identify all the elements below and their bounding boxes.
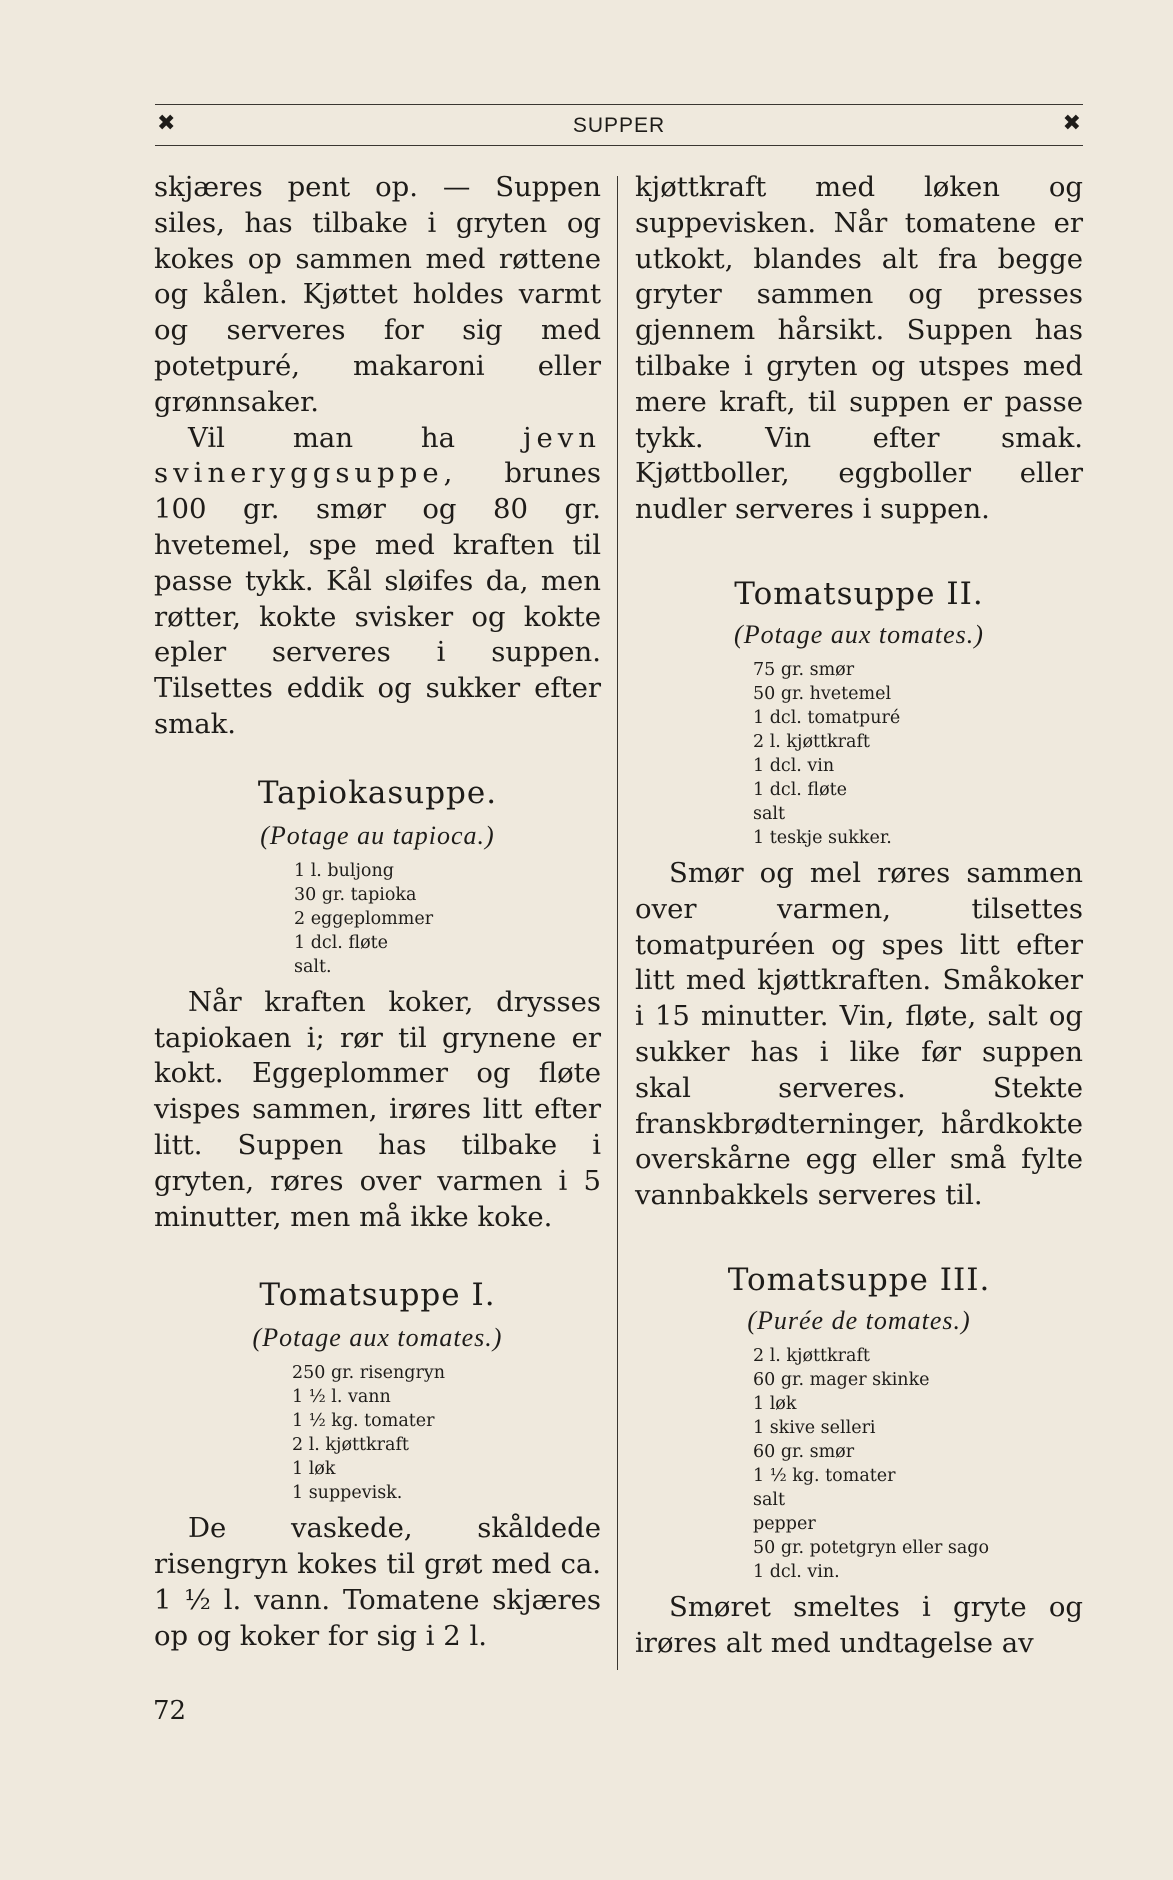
ingredient-item: salt xyxy=(753,803,786,824)
ingredient-item: 1 l. buljong xyxy=(294,860,394,881)
recipe-subtitle-tomat-3: (Purée de tomates.) xyxy=(747,1305,971,1335)
column-divider xyxy=(617,176,618,1670)
recipe-text-tomat-3: Smøret smeltes i gryte og irøres alt med undtagelse av xyxy=(635,1590,1083,1659)
running-head xyxy=(155,104,1083,146)
recipe-subtitle-tomat-2: (Potage aux tomates.) xyxy=(734,619,984,649)
recipe-title-tomat-3: Tomatsuppe III. xyxy=(727,1261,991,1298)
running-head-title: SUPPER xyxy=(572,114,666,137)
left-column xyxy=(154,170,601,1655)
ingredient-item: pepper xyxy=(753,1513,816,1534)
recipe-text-tomat-2: Smør og mel røres sammen over varmen, tilsettes tomatpuréen og spes litt efter litt med kjøttkraften. Småkoker i 15 minutter. Vin, fløte, salt og sukker has i like før suppen skal serveres. Stekte franskbrødterninger, hårdkokte overskårne egg eller små fylte vannbakkels serveres til. xyxy=(635,856,1083,1212)
ornament-left-icon: ✖ xyxy=(157,111,176,136)
left-paragraph-2 xyxy=(154,421,601,743)
ingredient-item: 1 dcl. vin. xyxy=(753,1561,840,1582)
ingredient-item: 1 løk xyxy=(292,1459,336,1480)
recipe-text-tapioka: Når kraften koker, drysses tapiokaen i; rør til grynene er kokt. Eggeplommer og fløte vispes sammen, irøres litt efter litt. Suppen has tilbake i gryten, røres over varmen i 5 minutter, men må ikke koke. xyxy=(154,985,601,1233)
ingredient-list-tomat-2 xyxy=(753,658,1083,850)
ingredient-item: 50 gr. potetgryn eller sago xyxy=(753,1537,990,1558)
ingredient-item: 1 dcl. fløte xyxy=(753,779,848,800)
ingredient-item: salt. xyxy=(294,956,332,977)
recipe-title-tapioka: Tapiokasuppe. xyxy=(257,774,498,811)
ingredient-item: 1 skive selleri xyxy=(753,1417,876,1438)
ingredient-item: 1 dcl. fløte xyxy=(294,932,389,953)
ingredient-item: 250 gr. risengryn xyxy=(292,1363,446,1384)
ingredient-item: 2 l. kjøttkraft xyxy=(753,1345,870,1366)
ingredient-item: 1 teskje sukker. xyxy=(753,827,892,848)
recipe-subtitle-tapioka: (Potage au tapioca.) xyxy=(260,820,495,850)
ingredient-list-tomat-1 xyxy=(292,1361,601,1505)
ingredient-item: 60 gr. smør xyxy=(753,1441,855,1462)
ingredient-item: 1 dcl. tomatpuré xyxy=(753,707,901,728)
ingredient-item: 2 l. kjøttkraft xyxy=(753,731,870,752)
right-paragraph-1: kjøttkraft med løken og suppevisken. Når tomatene er utkokt, blandes alt fra begge gryter sammen og presses gjennem hårsikt. Suppen has tilbake i gryten og utspes med mere kraft, til suppen er passe tykk. Vin efter smak. Kjøttboller, eggboller eller nudler serveres i suppen. xyxy=(635,171,1083,526)
emphasized-term: jevn svineryggsuppe xyxy=(154,421,601,490)
ornament-right-icon: ✖ xyxy=(1062,111,1081,136)
ingredient-item: 50 gr. hvetemel xyxy=(753,683,892,704)
ingredient-list-tapioka xyxy=(294,859,601,979)
page-number: 72 xyxy=(153,1696,187,1726)
left-paragraph-2-start: Vil man ha xyxy=(188,421,523,454)
ingredient-item: salt xyxy=(753,1489,786,1510)
ingredient-item: 60 gr. mager skinke xyxy=(753,1369,930,1390)
ingredient-item: 1 suppevisk. xyxy=(292,1483,403,1504)
left-paragraph-2-end: , brunes 100 gr. smør og 80 gr. hvetemel, spe med kraften til passe tykk. Kål sløifes da, men røtter, kokte svisker og kokte epler serveres i suppen. Tilsettes eddik og sukker efter smak. xyxy=(154,457,601,740)
recipe-subtitle-tomat-1: (Potage aux tomates.) xyxy=(252,1323,503,1353)
ingredient-list-tomat-3 xyxy=(753,1344,1083,1584)
ingredient-item: 1 ½ kg. tomater xyxy=(753,1465,896,1486)
ingredient-item: 2 eggeplommer xyxy=(294,908,434,929)
left-paragraph-1: skjæres pent op. — Suppen siles, has tilbake i gryten og kokes op sammen med røttene og kålen. Kjøttet holdes varmt og serveres for sig med potetpuré, makaroni eller grønnsaker. xyxy=(154,171,601,418)
ingredient-item: 1 ½ l. vann xyxy=(292,1387,391,1408)
ingredient-item: 75 gr. smør xyxy=(753,659,855,680)
ingredient-item: 30 gr. tapioka xyxy=(294,884,417,905)
recipe-title-tomat-1: Tomatsuppe I. xyxy=(259,1277,496,1314)
ingredient-item: 1 dcl. vin xyxy=(753,755,835,776)
recipe-title-tomat-2: Tomatsuppe II. xyxy=(734,575,984,612)
ingredient-item: 1 løk xyxy=(753,1393,797,1414)
recipe-text-tomat-1: De vaskede, skåldede risengryn kokes til grøt med ca. 1 ½ l. vann. Tomatene skjæres op og koker for sig i 2 l. xyxy=(154,1512,601,1652)
ingredient-item: 1 ½ kg. tomater xyxy=(292,1411,435,1432)
ingredient-item: 2 l. kjøttkraft xyxy=(292,1435,409,1456)
right-column xyxy=(635,170,1083,1662)
